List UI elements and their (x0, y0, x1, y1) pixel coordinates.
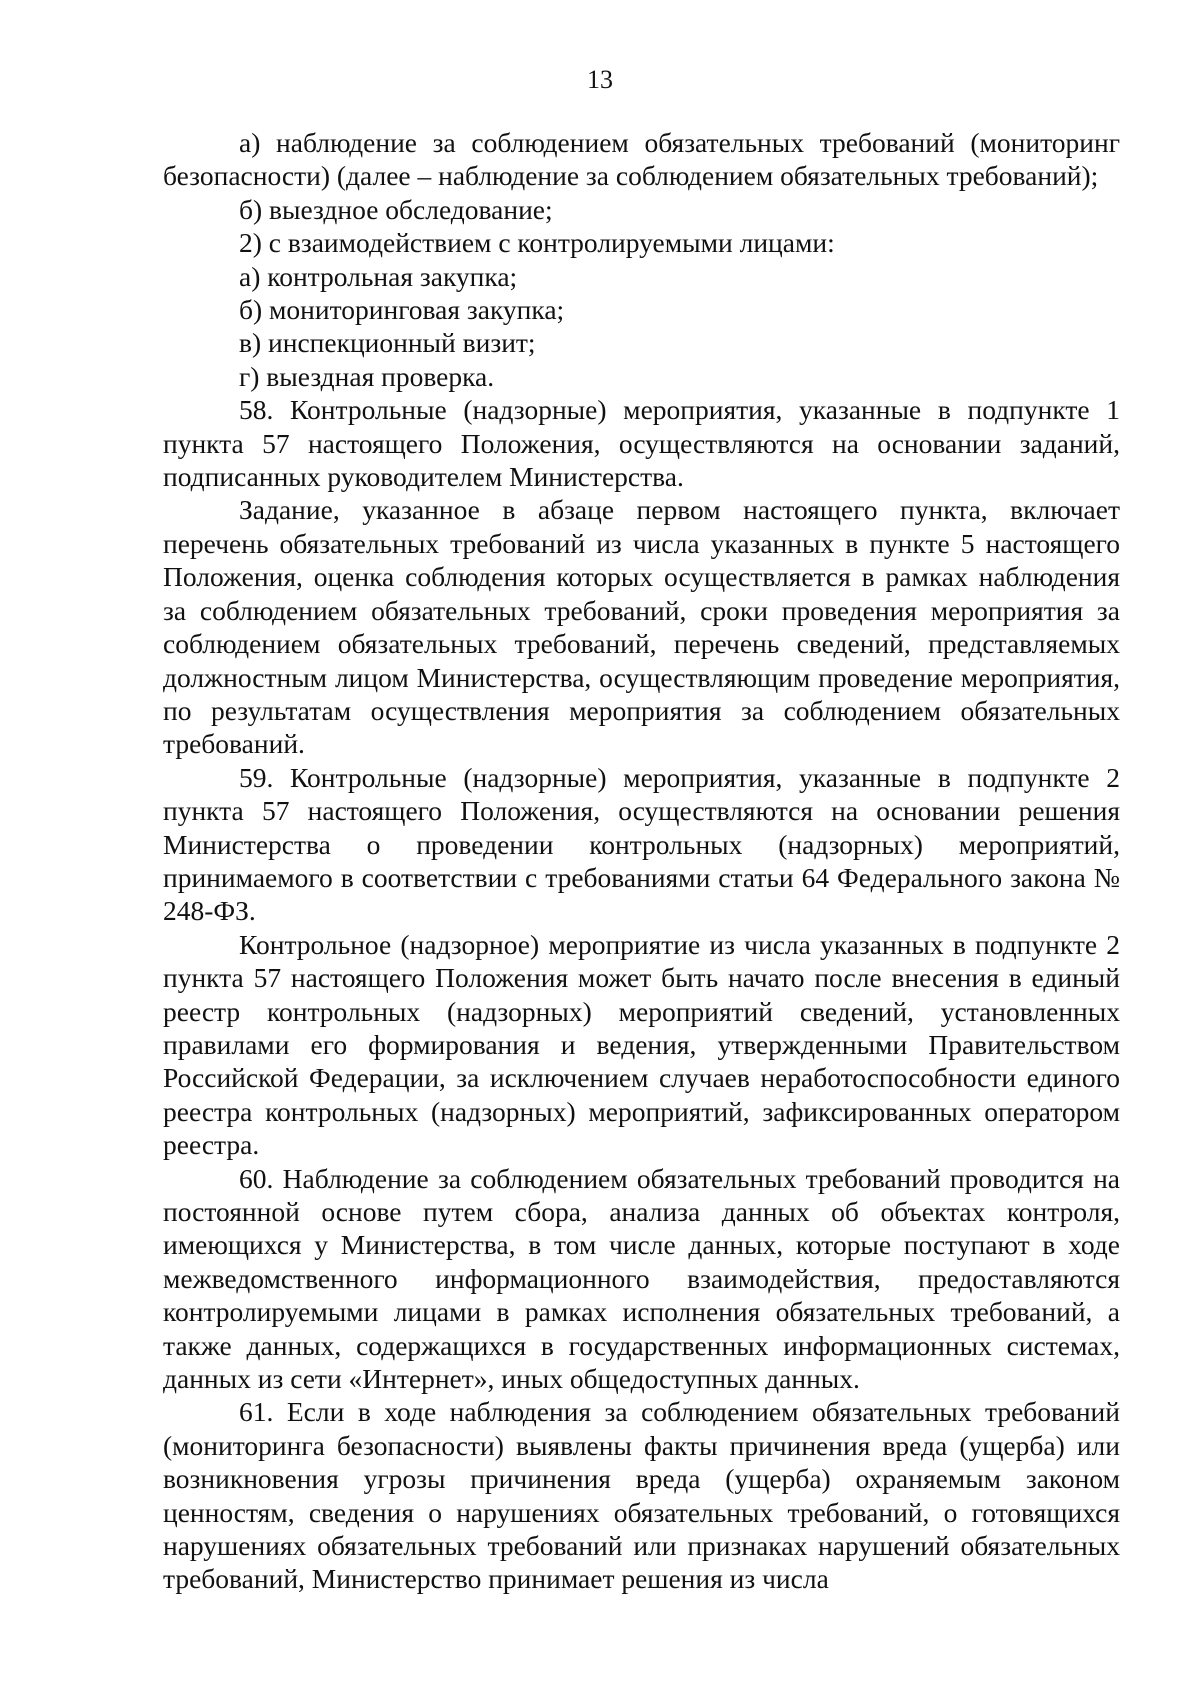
paragraph-a-observation: а) наблюдение за соблюдением обязательных требований (мониторинг безопасности) (далее – наблюдение за соблюдением обязательных требований); (163, 127, 1120, 192)
paragraph-2-with-interaction: 2) с взаимодействием с контролируемыми лицами: (239, 227, 835, 259)
paragraph-58-task: Задание, указанное в абзаце первом настоящего пункта, включает перечень обязательных требований из числа указанных в пункте 5 настоящего Положения, оценка соблюдения которых осуществляется в рамках наблюдения за соблюдением обязательных требований, сроки проведения мероприятия за соблюдением обязательных требований, перечень сведений, представляемых должностным лицом Министерства, осуществляющим проведение мероприятия, по результатам осуществления мероприятия за соблюдением обязательных требований. (163, 494, 1120, 760)
page-number: 13 (587, 65, 613, 94)
paragraph-b-field-survey: б) выездное обследование; (239, 193, 553, 225)
paragraph-60: 60. Наблюдение за соблюдением обязательных требований проводится на постоянной основе путем сбора, анализа данных об объектах контроля, имеющихся у Министерства, в том числе данных, которые поступают в ходе межведомственного информационного взаимодействия, предоставляются контролируемыми лицами в рамках исполнения обязательных требований, а также данных, содержащихся в государственных информационных системах, данных из сети «Интернет», иных общедоступных данных. (163, 1162, 1120, 1395)
paragraph-g-field-inspection: г) выездная проверка. (239, 360, 495, 392)
document-body (163, 126, 1120, 1596)
paragraph-61: 61. Если в ходе наблюдения за соблюдением обязательных требований (мониторинга безопасности) выявлены факты причинения вреда (ущерба) или возникновения угрозы причинения вреда (ущерба) охраняемым законом ценностям, сведения о нарушениях обязательных требований, о готовящихся нарушениях обязательных требований или признаках нарушений обязательных требований, Министерство принимает решения из числа (163, 1396, 1120, 1595)
paragraph-59-start: Контрольное (надзорное) мероприятие из числа указанных в подпункте 2 пункта 57 настоящего Положения может быть начато после внесения в единый реестр контрольных (надзорных) мероприятий сведений, установленных правилами его формирования и ведения, утвержденными Правительством Российской Федерации, за исключением случаев неработоспособности единого реестра контрольных (надзорных) мероприятий, зафиксированных оператором реестра. (163, 928, 1120, 1161)
paragraph-59: 59. Контрольные (надзорные) мероприятия, указанные в подпункте 2 пункта 57 настоящего Положения, осуществляются на основании решения Министерства о проведении контрольных (надзорных) мероприятий, принимаемого в соответствии с требованиями статьи 64 Федерального закона № 248-ФЗ. (163, 761, 1120, 927)
paragraph-v-inspection-visit: в) инспекционный визит; (239, 327, 536, 359)
paragraph-b-monitoring-purchase: б) мониторинговая закупка; (239, 294, 565, 326)
paragraph-a-control-purchase: а) контрольная закупка; (239, 260, 518, 292)
paragraph-58: 58. Контрольные (надзорные) мероприятия, указанные в подпункте 1 пункта 57 настоящего Положения, осуществляются на основании заданий, подписанных руководителем Министерства. (163, 394, 1120, 493)
